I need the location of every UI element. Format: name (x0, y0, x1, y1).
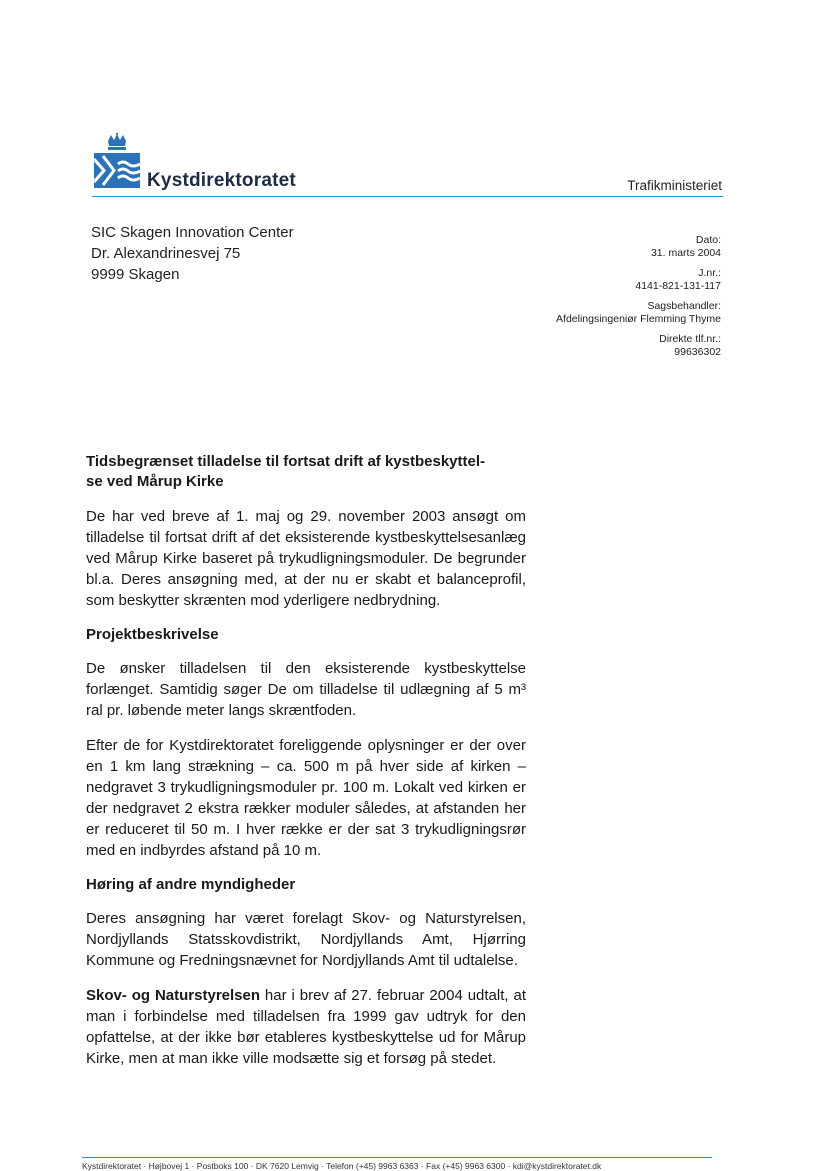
recipient-name: SIC Skagen Innovation Center (91, 224, 294, 241)
paragraph-2: De ønsker tilladelsen til den eksisterende kystbeskyttelse forlænget. Samtidig søger De om tilladelse til udlægning af 5 m³ ral pr. løbende meter langs skræntfoden. (86, 660, 526, 719)
crown-waves-logo-icon (92, 133, 142, 189)
phone-value: 99636302 (674, 346, 721, 358)
organization-name: Kystdirektoratet (147, 170, 296, 191)
paragraph-5-lead: Skov- og Naturstyrelsen (86, 987, 261, 1004)
paragraph-4: Deres ansøgning har været forelagt Skov- og Naturstyrelsen, Nordjyllands Statsskovdistrikt, Nordjyllands Amt, Hjørring Kommune og Fredningsnævnet for Nordjyllands Amt til udtalelse. (86, 910, 526, 969)
heading-projektbeskrivelse: Projektbeskrivelse (86, 626, 219, 643)
recipient-address (91, 222, 294, 285)
paragraph-3: Efter de for Kystdirektoratet foreliggende oplysninger er der over en 1 km lang strækning – ca. 500 m på hver side af kirken – nedgravet 3 trykudligningsmoduler pr. 100 m. Lokalt ved kirken er der nedgravet 2 ekstra rækker moduler således, at afstanden her er reduceret til 50 m. I hver række er der sat 3 trykudligningsrør med en indbyrdes afstand på 10 m. (86, 737, 526, 859)
ministry-name: Trafikministeriet (627, 178, 722, 193)
paragraph-1: De har ved breve af 1. maj og 29. november 2003 ansøgt om tilladelse til fortsat drift af det eksisterende kystbeskyttelsesanlæg ved Mårup Kirke baseret på trykudligningsmoduler. De begrunder bl.a. Deres ansøgning med, at der nu er skabt et balanceprofil, som beskytter skrænten mod yderligere nedbrydning. (86, 508, 526, 609)
date-value: 31. marts 2004 (650, 247, 721, 259)
footer-divider (82, 1157, 712, 1158)
jnr-label: J.nr.: (698, 267, 721, 279)
recipient-street: Dr. Alexandrinesvej 75 (91, 245, 241, 262)
title-line-2: se ved Mårup Kirke (86, 473, 224, 490)
letter-body (86, 452, 526, 1083)
paragraph-5-rest: har i brev af 27. februar 2004 udtalt, at man i forbindelse med tilladelsen fra 1999 gav udtryk for den opfattelse, at der ikke bør etableres kystbeskyttelse ud for Mårup Kirke, men at man ikke ville modsætte sig et forsøg på stedet. (86, 987, 526, 1067)
letter-meta (556, 234, 721, 366)
phone-label: Direkte tlf.nr.: (659, 333, 721, 345)
date-label: Dato: (695, 234, 721, 246)
heading-hoering: Høring af andre myndigheder (86, 876, 296, 893)
handler-value: Afdelingsingeniør Flemming Thyme (556, 313, 721, 325)
recipient-city: 9999 Skagen (91, 266, 180, 283)
paragraph-5 (86, 985, 526, 1069)
header-divider (92, 196, 723, 197)
jnr-value: 4141-821-131-117 (635, 280, 721, 292)
title-line-1: Tidsbegrænset tilladelse til fortsat drift af kystbeskyttel- (86, 453, 485, 470)
footer-contact: Kystdirektoratet · Højbovej 1 · Postboks 100 · DK 7620 Lemvig · Telefon (+45) 9963 6363 · Fax (+45) 9963 6300 · kdi@kystdirektoratet.dk (82, 1161, 602, 1171)
handler-label: Sagsbehandler: (647, 300, 721, 312)
letter-title (86, 452, 526, 492)
